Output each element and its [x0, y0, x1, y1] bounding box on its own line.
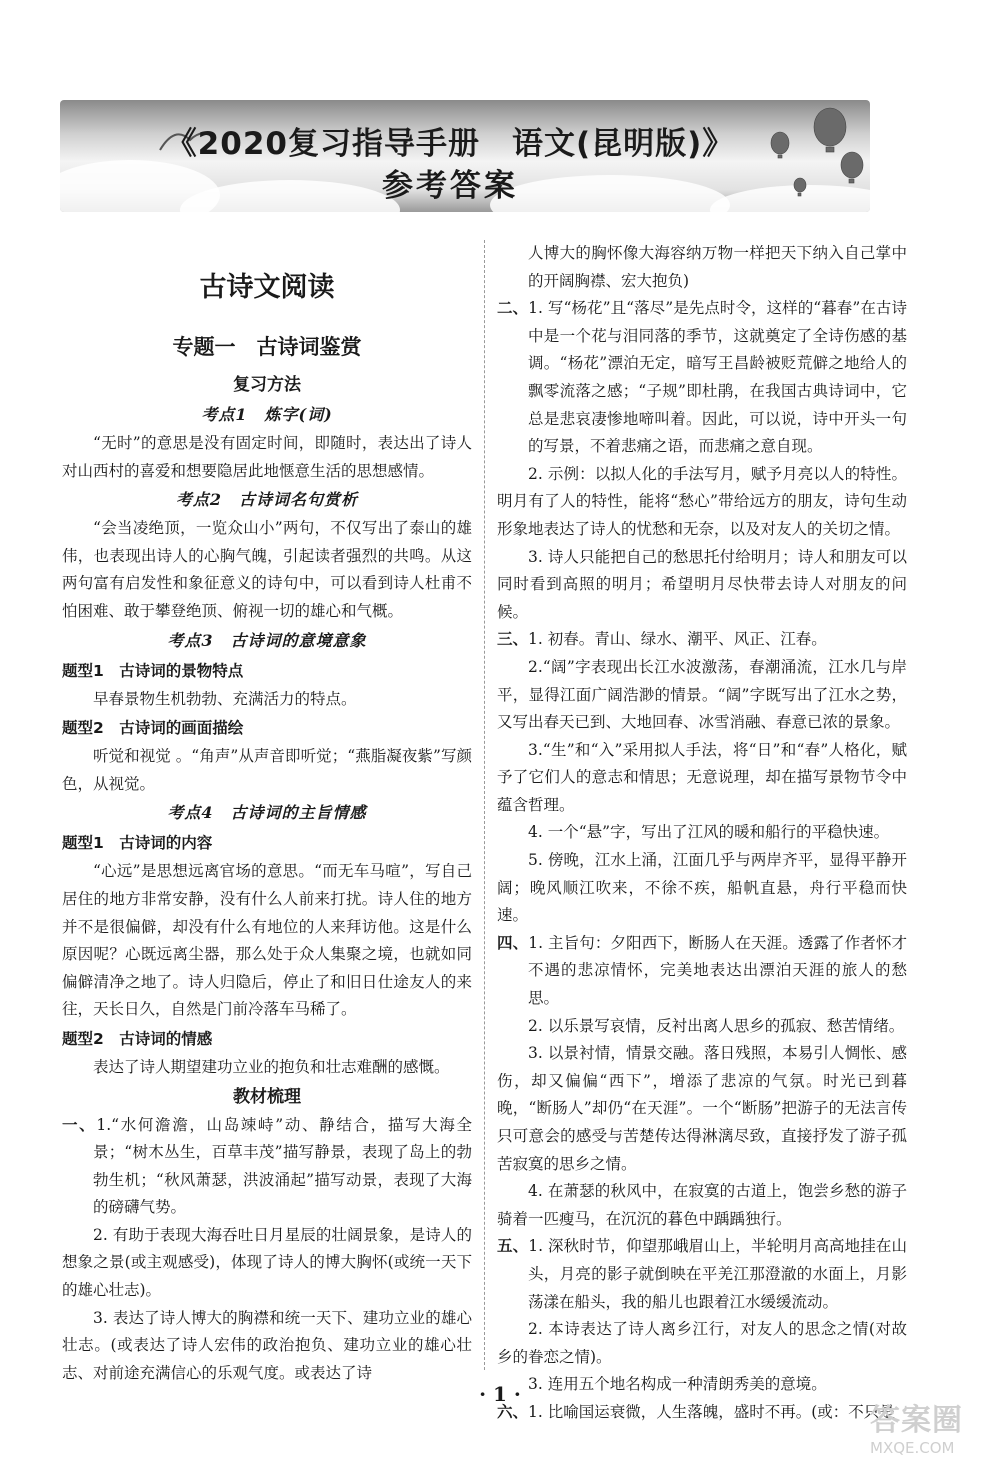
kp3-type2-label: 题型2 古诗词的画面描绘 — [62, 719, 244, 738]
kp4-title: 考点4 古诗词的主旨情感 — [167, 803, 367, 823]
kp1-text: “无时”的意思是没有固定时间，即随时，表达出了诗人对山西村的喜爱和想要隐居此地惬意生活的思想感情。 — [62, 434, 472, 480]
kp2-text: “会当凌绝顶，一览众山小”两句，不仅写出了泰山的雄伟，也表现出诗人的心胸气魄，引起读者强烈的共鸣。从这两句富有启发性和象征意义的诗句中，可以看到诗人杜甫不怕困难、敢于攀登绝顶、俯视一切的雄心和气概。 — [62, 519, 472, 620]
section-title: 古诗文阅读 — [199, 272, 335, 303]
answer-group-four — [497, 930, 907, 1013]
answer-item: 4. 一个“悬”字，写出了江风的暖和船行的平稳快速。 — [528, 823, 890, 842]
answer-item: 2. 本诗表达了诗人离乡江行，对友人的思念之情(对故乡的眷恋之情)。 — [497, 1320, 907, 1366]
answer-continuation: 人博大的胸怀像大海容纳万物一样把天下纳入自己掌中的开阔胸襟、宏大抱负) — [528, 244, 907, 290]
method-title: 复习方法 — [233, 375, 301, 395]
answer-item: 3. 连用五个地名构成一种清朗秀美的意境。 — [528, 1375, 827, 1394]
group-label: 四、 — [497, 933, 529, 952]
kp2-title: 考点2 古诗词名句赏析 — [175, 490, 359, 510]
answer-item: 1. 写“杨花”且“落尽”是先点时令，这样的“暮春”在古诗中是一个花与泪同落的季节，这就奠定了全诗伤感的基调。“杨花”漂泊无定，暗写王昌龄被贬荒僻之地给人的飘零流落之感；“子规”即杜鹃，在我国古典诗词中，它总是悲哀凄惨地啼叫着。因此，可以说，诗中开头一句的写景，不着悲痛之语，而悲痛之意自现。 — [528, 299, 907, 456]
answer-item: 2.“阔”字表现出长江水波激荡，春潮涌流，江水几与岸平，显得江面广阔浩渺的情景。“阔”字既写出了江水之势，又写出春天已到、大地回春、冰雪消融、春意已浓的景象。 — [497, 657, 907, 732]
answer-group-six — [497, 1399, 907, 1427]
left-column — [62, 238, 472, 1387]
answer-item: 3. 表达了诗人博大的胸襟和统一天下、建功立业的雄心壮志。(或表达了诗人宏伟的政治抱负、建功立业的雄心壮志、对前途充满信心的乐观气度。或表达了诗 — [62, 1308, 472, 1382]
answer-item: 1. 深秋时节，仰望那峨眉山上，半轮明月高高地挂在山头，月亮的影子就倒映在平羌江那澄澈的水面上，月影荡漾在船头，我的船儿也跟着江水缓缓流动。 — [528, 1237, 907, 1311]
answer-group-five — [497, 1233, 907, 1316]
group-label: 六、 — [497, 1402, 529, 1421]
answer-item: 2. 以乐景写哀情，反衬出离人思乡的孤寂、愁苦情绪。 — [528, 1016, 905, 1035]
kp4-type1-label: 题型1 古诗词的内容 — [62, 834, 213, 853]
right-column — [497, 240, 907, 1427]
answer-item: 1. 主旨句：夕阳西下，断肠人在天涯。透露了作者怀才不遇的悲凉情怀，完美地表达出漂泊天涯的旅人的愁思。 — [528, 933, 907, 1008]
group-label: 二、 — [497, 299, 529, 318]
topic-title: 专题一 古诗词鉴赏 — [172, 335, 362, 359]
kp3-type2-text: 听觉和视觉 。“角声”从声音即听觉；“燕脂凝夜紫”写颜色，从视觉。 — [62, 747, 472, 793]
group-label: 五、 — [497, 1237, 529, 1256]
watermark-text: 答案圈 — [870, 1403, 963, 1438]
kp4-type2-label: 题型2 古诗词的情感 — [62, 1029, 213, 1048]
answer-item: 3. 以景衬情，情景交融。落日残照，本易引人惆怅、感伤，却又偏偏“西下”，增添了悲凉的气氛。时光已到暮晚，“断肠人”却仍“在天涯”。一个“断肠”把游子的无法言传只可意会的感受与苦楚传达得淋漓尽致，直接抒发了游子孤苦寂寞的思乡之情。 — [497, 1044, 907, 1173]
answer-group-one — [62, 1112, 472, 1222]
answer-item: 3. 诗人只能把自己的愁思托付给明月；诗人和朋友可以同时看到高照的明月；希望明月尽快带去诗人对朋友的问候。 — [497, 547, 907, 621]
group-label: 一、 — [62, 1115, 97, 1134]
kp4-type1-text: “心远”是思想远离官场的意思。“而无车马喧”，写自己居住的地方非常安静，没有什么人前来打扰。诗人住的地方并不是很偏僻，却没有什么有地位的人来拜访他。这是什么原因呢？心既远离尘器，那么处于众人集聚之境，也就如同偏僻清净之地了。诗人归隐后，停止了和旧日仕途友人的来往，天长日久，自然是门前冷落车马稀了。 — [62, 862, 472, 1019]
answer-group-three — [497, 626, 907, 654]
answer-item: 2. 示例：以拟人化的手法写月，赋予月亮以人的特性。明月有了人的特性，能将“愁心”带给远方的朋友，诗句生动形象地表达了诗人的忧愁和无奈，以及对友人的关切之情。 — [497, 464, 907, 538]
kp3-title: 考点3 古诗词的意境意象 — [167, 630, 367, 650]
watermark-url: MXQE.COM — [870, 1439, 955, 1457]
group-label: 三、 — [497, 630, 529, 649]
answer-item: 4. 在萧瑟的秋风中，在寂寞的古道上，饱尝乡愁的游子骑着一匹瘦马，在沉沉的暮色中踽踽独行。 — [497, 1182, 907, 1228]
answer-item: 1. 比喻国运衰微，人生落魄，盛时不再。(或：不只是 — [528, 1402, 895, 1421]
kp1-title: 考点1 炼字(词) — [201, 405, 333, 424]
column-divider — [484, 240, 485, 1370]
page-number: · 1 · — [479, 1382, 521, 1406]
watermark-logo — [870, 1395, 990, 1457]
answer-item: 1. 初春。青山、绿水、潮平、风正、江春。 — [528, 630, 827, 649]
kp3-type1-label: 题型1 古诗词的景物特点 — [62, 661, 244, 680]
material-title: 教材梳理 — [233, 1086, 301, 1107]
answer-group-two — [497, 295, 907, 461]
answer-item: 1.“水何澹澹，山岛竦峙”动、静结合，描写大海全景；“树木丛生，百草丰茂”描写静景，表现了岛上的勃勃生机；“秋风萧瑟，洪波涌起”描写动景，表现了大海的磅礴气势。 — [93, 1115, 472, 1217]
answer-item: 2. 有助于表现大海吞吐日月星辰的壮阔景象，是诗人的想象之景(或主观感受)，体现了诗人的博大胸怀(或统一天下的雄心壮志)。 — [62, 1225, 472, 1300]
answer-item: 3.“生”和“入”采用拟人手法，将“日”和“春”人格化，赋予了它们人的意志和情思；无意说理，却在描写景物节令中蕴含哲理。 — [497, 740, 907, 814]
banner-title: 《2020复习指导手册 语文(昆明版)》 — [165, 126, 735, 162]
kp3-type1-text: 早春景物生机勃勃、充满活力的特点。 — [93, 689, 357, 708]
kp4-type2-text: 表达了诗人期望建功立业的抱负和壮志难酬的感慨。 — [93, 1057, 450, 1076]
banner-subtitle: 参考答案 — [382, 168, 518, 204]
answer-item: 5. 傍晚，江水上涌，江面几乎与两岸齐平，显得平静开阔；晚风顺江吹来，不徐不疾，船帆直悬，舟行平稳而快速。 — [497, 851, 907, 925]
